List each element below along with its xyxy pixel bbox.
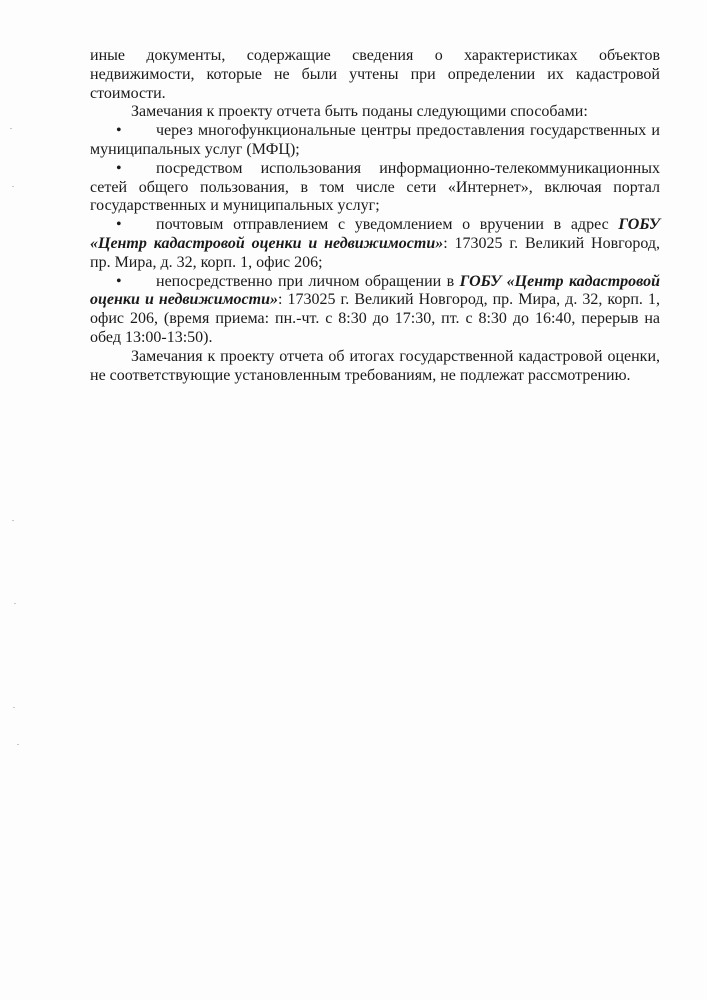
list-item-text: через многофункциональные центры предоставления государственных и муниципальных услуг (МФЦ);: [90, 122, 660, 158]
list-item-text-before: почтовым отправлением с уведомлением о вручении в адрес: [156, 216, 619, 234]
scan-artifact: [12, 520, 14, 521]
bullet-icon: •: [116, 122, 122, 140]
list-item-in-person: [90, 273, 660, 348]
bullet-icon: •: [116, 159, 122, 177]
list-item-mfc: [90, 122, 660, 160]
scan-artifact: [13, 707, 15, 708]
intro-paragraph: иные документы, содержащие сведения о характеристиках объектов недвижимости, которые не были учтены при определении их кадастровой стоимости.: [90, 47, 660, 102]
bullet-icon: •: [116, 216, 122, 234]
list-item-text-after: : 173025 г. Великий Новгород, пр. Мира, д. 32, корп. 1, офис 206;: [90, 234, 660, 271]
bullet-icon: •: [116, 272, 122, 290]
organization-name: ГОБУ «Центр кадастровой оценки и недвижимости»: [90, 216, 660, 252]
scan-artifact: [10, 128, 12, 129]
list-item-internet: [90, 160, 660, 216]
list-item-text-after: : 173025 г. Великий Новгород, пр. Мира, д. 32, корп. 1, офис 206, (время приема: пн.-чт. с 8:30 до 17:30, пт. с 8:30 до 16:40, перерыв на обед 13:00-13:50).: [90, 291, 660, 346]
document-body: [90, 47, 660, 385]
scan-artifact: [17, 744, 19, 745]
methods-heading: Замечания к проекту отчета быть поданы следующими способами:: [131, 103, 588, 121]
list-item-text: посредством использования информационно-телекоммуникационных сетей общего пользования, в том числе сети «Интернет», включая портал государственных и муниципальных услуг;: [90, 159, 660, 215]
list-item-mail: [90, 216, 660, 272]
closing-paragraph: Замечания к проекту отчета об итогах государственной кадастровой оценки, не соответствующие установленным требованиям, не подлежат рассмотрению.: [90, 347, 660, 384]
organization-name: ГОБУ «Центр кадастровой оценки и недвижимости»: [90, 272, 661, 309]
scan-artifact: [14, 603, 16, 604]
scan-artifact: [12, 186, 14, 187]
list-item-text-before: непосредственно при личном обращении в: [156, 272, 460, 290]
